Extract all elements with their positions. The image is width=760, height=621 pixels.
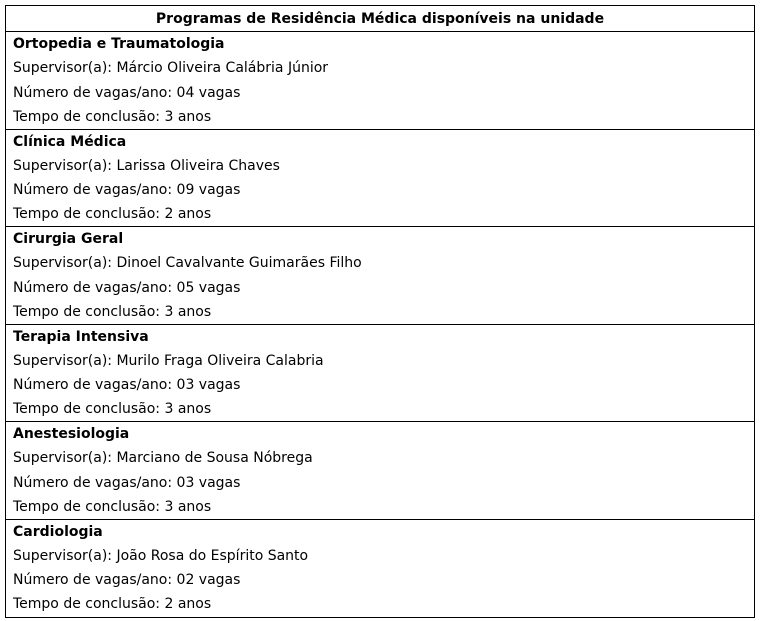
table-header: Programas de Residência Médica disponíveis na unidade — [6, 6, 754, 32]
program-tempo: Tempo de conclusão: 2 anos — [13, 206, 212, 223]
program-vagas: Número de vagas/ano: 05 vagas — [13, 279, 241, 296]
program-tempo: Tempo de conclusão: 3 anos — [13, 303, 212, 320]
program-supervisor: Supervisor(a): João Rosa do Espírito Santo — [13, 547, 309, 564]
program-supervisor: Supervisor(a): Márcio Oliveira Calábria Júnior — [13, 60, 329, 77]
program-supervisor: Supervisor(a): Marciano de Sousa Nóbrega — [13, 450, 313, 467]
program-vagas: Número de vagas/ano: 03 vagas — [13, 474, 241, 491]
program-cirurgia-geral — [6, 227, 754, 325]
program-tempo: Tempo de conclusão: 3 anos — [13, 401, 212, 418]
program-clinica-medica — [6, 130, 754, 228]
program-tempo: Tempo de conclusão: 3 anos — [13, 108, 212, 125]
program-name: Anestesiologia — [13, 426, 130, 442]
program-name: Cirurgia Geral — [13, 231, 124, 247]
program-terapia-intensiva — [6, 325, 754, 423]
program-name: Terapia Intensiva — [13, 328, 149, 345]
program-vagas: Número de vagas/ano: 03 vagas — [13, 377, 241, 394]
program-vagas: Número de vagas/ano: 02 vagas — [13, 572, 241, 589]
program-supervisor: Supervisor(a): Larissa Oliveira Chaves — [13, 157, 280, 174]
program-tempo: Tempo de conclusão: 2 anos — [13, 596, 212, 613]
program-ortopedia — [6, 32, 754, 130]
program-cardiologia — [6, 520, 754, 618]
program-name: Clínica Médica — [13, 133, 127, 150]
program-anestesiologia — [6, 422, 754, 520]
program-vagas: Número de vagas/ano: 04 vagas — [13, 84, 241, 101]
program-supervisor: Supervisor(a): Dinoel Cavalvante Guimarães Filho — [13, 255, 362, 272]
program-supervisor: Supervisor(a): Murilo Fraga Oliveira Calabria — [13, 352, 324, 369]
program-name: Cardiologia — [13, 523, 103, 540]
program-vagas: Número de vagas/ano: 09 vagas — [13, 182, 241, 199]
program-tempo: Tempo de conclusão: 3 anos — [13, 498, 212, 515]
program-name: Ortopedia e Traumatologia — [13, 36, 225, 52]
residency-programs-table — [5, 5, 755, 618]
